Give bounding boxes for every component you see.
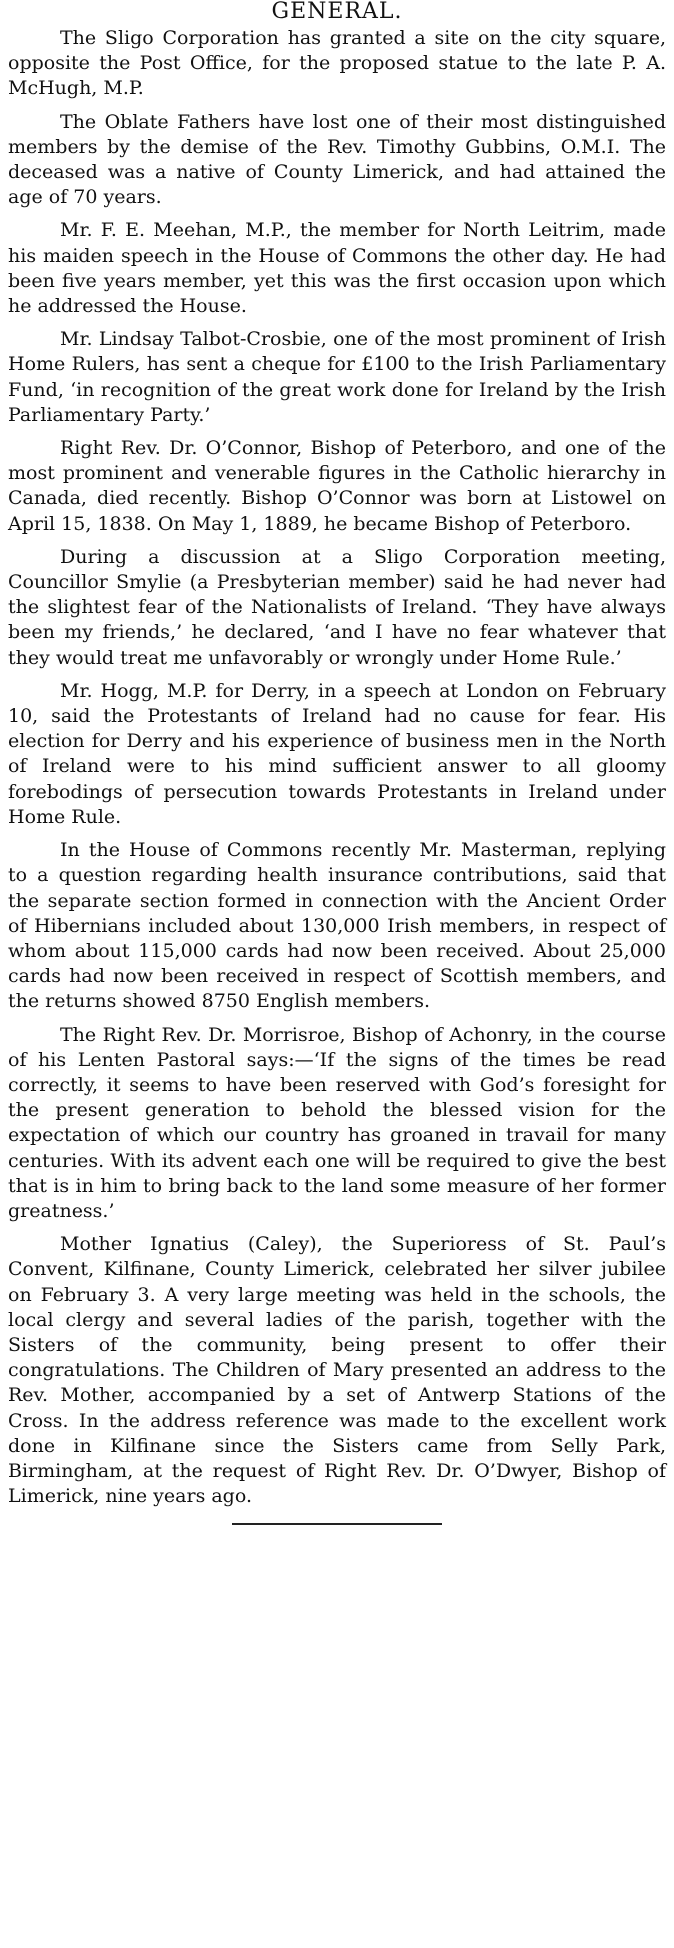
paragraph-talbot-crosbie: Mr. Lindsay Talbot-Crosbie, one of the most prominent of Irish Home Rulers, has sent a cheque for £100 to the Irish Parliamentary Fund, ‘in recognition of the great work done for Ireland by the Irish Parliamentary Party.’ [8, 328, 666, 426]
paragraph-meehan-speech: Mr. F. E. Meehan, M.P., the member for North Leitrim, made his maiden speech in the House of Commons the other day. He had been five years member, yet this was the first occasion upon which he addressed the House. [8, 219, 666, 318]
paragraph-mother-ignatius: Mother Ignatius (Caley), the Superioress of St. Paul’s Convent, Kilfinane, County Limerick, celebrated her silver jubilee on February 3. A very large meeting was held in the schools, the local clergy and several ladies of the parish, together with the Sisters of the community, being present to offer their congratulations. The Children of Mary presented an address to the Rev. Mother, accompanied by a set of Antwerp Stations of the Cross. In the address reference was made to the excellent work done in Kilfinane since the Sisters came from Selly Park, Birmingham, at the request of Right Rev. Dr. O’Dwyer, Bishop of Limerick, nine years ago. [8, 1233, 666, 1508]
paragraph-mr-hogg: Mr. Hogg, M.P. for Derry, in a speech at London on February 10, said the Protestants of Ireland had no cause for fear. His election for Derry and his experience of business men in the North of Ireland were to his mind sufficient answer to all gloomy forebodings of persecution towards Protestants in Ireland under Home Rule. [8, 679, 666, 828]
paragraph-sligo-statue: The Sligo Corporation has granted a site on the city square, opposite the Post Office, for the proposed statue to the late P. A. McHugh, M.P. [8, 27, 666, 100]
paragraph-masterman: In the House of Commons recently Mr. Masterman, replying to a question regarding health insurance contributions, said that the separate section formed in connection with the Ancient Order of Hibernians included about 130,000 Irish members, in respect of whom about 115,000 cards had now been received. About 25,000 cards had now been received in respect of Scottish members, and the returns showed 8750 English members. [8, 839, 666, 1013]
paragraph-bishop-oconnor: Right Rev. Dr. O’Connor, Bishop of Peterboro, and one of the most prominent and venerable figures in the Catholic hierarchy in Canada, died recently. Bishop O’Connor was born at Listowel on April 15, 1838. On May 1, 1889, he became Bishop of Peterboro. [8, 437, 666, 535]
paragraph-oblate-fathers: The Oblate Fathers have lost one of their most distinguished members by the demise of the Rev. Timothy Gubbins, O.M.I. The deceased was a native of County Limerick, and had attained the age of 70 years. [8, 110, 666, 209]
section-heading: GENERAL. [271, 0, 403, 24]
paragraph-councillor-smylie: During a discussion at a Sligo Corporation meeting, Councillor Smylie (a Presbyterian member) said he had never had the slightest fear of the Nationalists of Ireland. ‘They have always been my friends,’ he declared, ‘and I have no fear whatever that they would treat me unfavorably or wrongly under Home Rule.’ [8, 545, 666, 669]
paragraph-bishop-morrisroe: The Right Rev. Dr. Morrisroe, Bishop of Achonry, in the course of his Lenten Pastoral says:—‘If the signs of the times be read correctly, it seems to have been reserved with God’s foresight for the present generation to behold the blessed vision for the expectation of which our country has groaned in travail for many centuries. With its advent each one will be required to give the best that is in him to bring back to the land some measure of her former greatness.’ [8, 1023, 666, 1222]
closing-rule [232, 1523, 442, 1525]
